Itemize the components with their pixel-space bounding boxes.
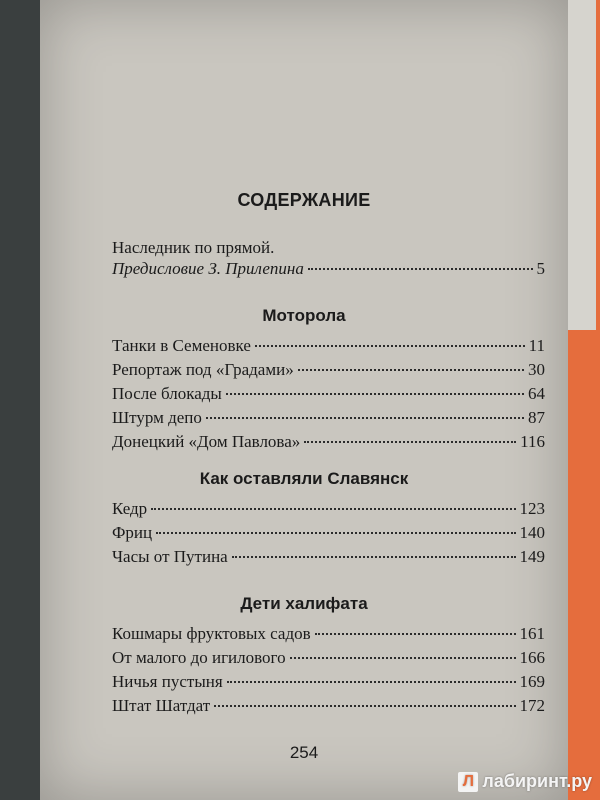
toc-entry-title: Донецкий «Дом Павлова» — [112, 432, 301, 451]
leader-dots — [290, 657, 516, 659]
toc-entry-title: Штурм депо — [112, 408, 202, 427]
toc-entry — [112, 523, 545, 547]
contents-title: СОДЕРЖАНИЕ — [237, 190, 371, 210]
toc-entry — [112, 360, 545, 384]
toc-entry — [112, 336, 545, 360]
toc-entry-title: Репортаж под «Градами» — [112, 360, 294, 379]
toc-entry-page: 172 — [519, 696, 545, 715]
toc-entry-title: Предисловие З. Прилепина — [112, 259, 304, 278]
toc-entry — [112, 499, 545, 523]
toc-entry — [112, 432, 545, 456]
toc-entry — [112, 408, 545, 432]
toc-entry-page: 116 — [520, 432, 545, 451]
leader-dots — [315, 633, 516, 635]
leader-dots — [298, 369, 524, 371]
leader-dots — [308, 268, 533, 270]
labirint-logo-icon: Л — [458, 772, 478, 792]
leader-dots — [151, 508, 515, 510]
leader-dots — [227, 681, 516, 683]
section-entries — [112, 336, 545, 456]
toc-entry-title: Ничья пустыня — [112, 672, 223, 691]
section-entries — [112, 499, 545, 571]
leader-dots — [255, 345, 525, 347]
toc-entry-page: 30 — [528, 360, 545, 379]
section-title: Моторола — [262, 306, 346, 325]
toc-entry-title: Фриц — [112, 523, 153, 542]
page-number: 254 — [289, 743, 319, 762]
leader-dots — [156, 532, 515, 534]
intro-line: Наследник по прямой. — [112, 238, 275, 257]
toc-entry-page: 169 — [519, 672, 545, 691]
toc-entry-page: 140 — [519, 523, 545, 542]
adjacent-book-edge — [568, 0, 600, 800]
toc-entry-page: 5 — [536, 259, 545, 278]
toc-entry-title: Кошмары фруктовых садов — [112, 624, 311, 643]
adjacent-page — [568, 0, 596, 330]
toc-entry-title: Танки в Семеновке — [112, 336, 251, 355]
leader-dots — [214, 705, 515, 707]
toc-entry — [112, 384, 545, 408]
toc-entry-title: От малого до игилового — [112, 648, 286, 667]
leader-dots — [226, 393, 524, 395]
leader-dots — [304, 441, 516, 443]
toc-entry-page: 11 — [528, 336, 545, 355]
book-page — [40, 0, 568, 800]
toc-entry-page: 87 — [528, 408, 545, 427]
leader-dots — [232, 556, 516, 558]
toc-entry-page: 149 — [519, 547, 545, 566]
watermark-text: лабиринт.ру — [482, 771, 592, 791]
toc-entry-page: 64 — [528, 384, 545, 403]
toc-entry — [112, 696, 545, 720]
toc-entry-page: 123 — [519, 499, 545, 518]
section-entries — [112, 624, 545, 720]
toc-entry-title: Часы от Путина — [112, 547, 228, 566]
intro-entries — [112, 259, 545, 283]
toc-entry-title: Штат Шатдат — [112, 696, 211, 715]
toc-entry — [112, 624, 545, 648]
watermark-logo — [458, 771, 592, 792]
toc-entry — [112, 547, 545, 571]
section-title: Дети халифата — [240, 594, 368, 613]
toc-entry-page: 161 — [519, 624, 545, 643]
toc-entry — [112, 259, 545, 283]
toc-entry — [112, 648, 545, 672]
toc-entry — [112, 672, 545, 696]
toc-entry-page: 166 — [519, 648, 545, 667]
leader-dots — [206, 417, 524, 419]
section-title: Как оставляли Славянск — [199, 469, 409, 488]
toc-entry-title: После блокады — [112, 384, 222, 403]
toc-entry-title: Кедр — [112, 499, 148, 518]
